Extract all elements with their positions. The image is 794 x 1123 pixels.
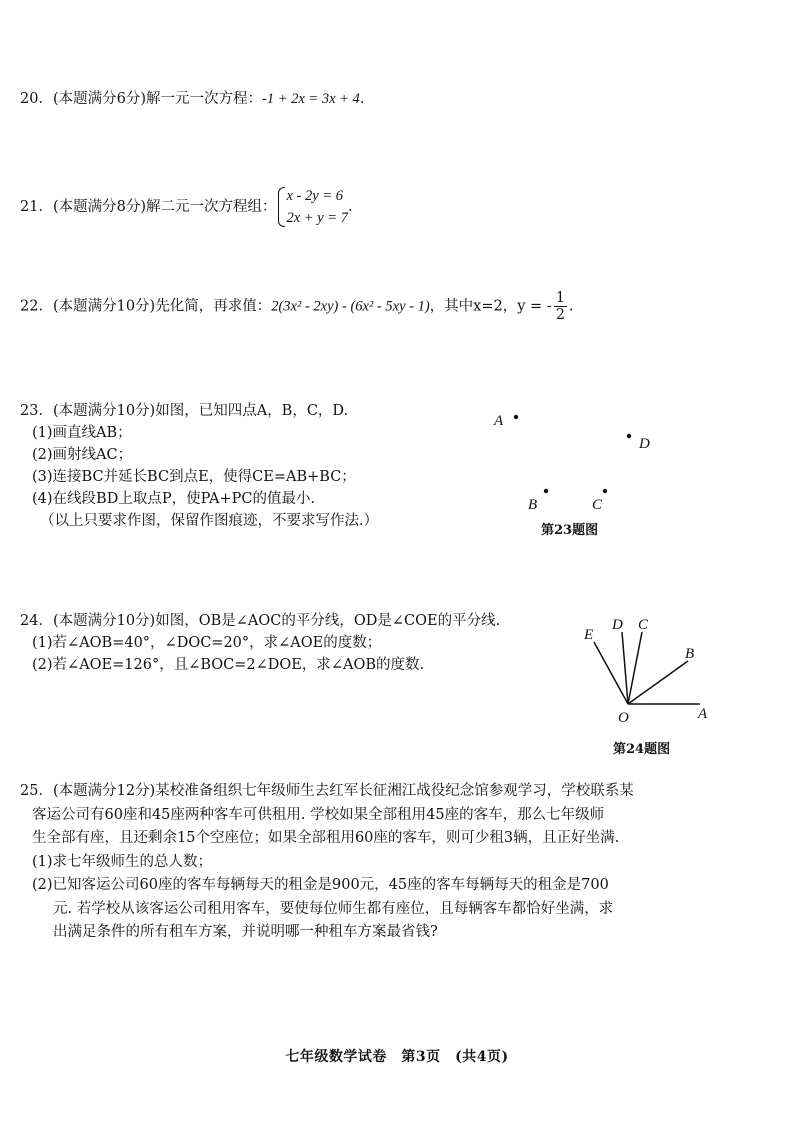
q21-eq1: x - 2y = 6 <box>286 188 343 204</box>
figure-24-caption: 第24题图 <box>613 742 671 757</box>
q25-line-4: (1)求七年级师生的总人数； <box>32 853 213 870</box>
q22-head: 22．(本题满分10分)先化简，再求值： <box>20 298 272 315</box>
fraction-denominator: 2 <box>555 307 565 323</box>
q21-eq2: 2x + y = 7 <box>286 210 348 226</box>
point-d <box>627 434 631 438</box>
q23-item-2: (2)画射线AC； <box>32 447 133 463</box>
q25-line-1: 25．(本题满分12分)某校准备组织七年级师生去红军长征湘江战役纪念馆参观学习，学校联系某 <box>20 783 634 799</box>
figure-24 <box>578 612 728 731</box>
q25-line-7: 出满足条件的所有租车方案，并说明哪一种租车方案最省钱? <box>53 924 438 940</box>
question-21 <box>20 185 353 229</box>
q25-line-6: 元. 若学校从该客运公司租用客车，要使每位师生都有座位，且每辆客车都恰好坐满，求 <box>53 900 614 917</box>
point-b <box>544 489 548 493</box>
q24-item-1: (1)若∠AOB=40°，∠DOC=20°，求∠AOE的度数； <box>32 635 382 651</box>
page-footer: 七年级数学试卷 第3页 (共4页) <box>285 1049 509 1065</box>
label-e: E <box>584 627 594 643</box>
label-b: B <box>528 497 538 512</box>
label-a: A <box>494 413 504 429</box>
question-25 <box>20 780 634 945</box>
figure-23-caption: 第23题图 <box>541 523 599 538</box>
q21-head: 21．(本题满分8分)解二元一次方程组： <box>20 199 277 215</box>
q22-condition: ，其中x=2，y = - <box>429 298 552 315</box>
q25-line-3: 生全部有座，且还剩余15个空座位；如果全部租用60座的客车，则可少租3辆，且正好坐满. <box>32 830 620 846</box>
ray-ob <box>628 661 688 704</box>
q20-head: 20．(本题满分6分)解一元一次方程： <box>20 91 262 107</box>
q22-expression: 2(3x² - 2xy) - (6x² - 5xy - 1) <box>271 298 430 315</box>
q25-line-5: (2)已知客运公司60座的客车每辆每天的租金是900元，45座的客车每辆每天的租金是700 <box>32 877 609 893</box>
label-b: B <box>685 646 695 662</box>
question-24 <box>20 610 500 676</box>
label-a: A <box>698 706 708 722</box>
label-c: C <box>638 617 649 633</box>
q24-item-2: (2)若∠AOE=126°，且∠BOC=2∠DOE，求∠AOB的度数. <box>32 657 425 673</box>
label-d: D <box>639 436 650 452</box>
point-a <box>514 415 518 419</box>
label-o: O <box>618 710 629 726</box>
fraction-numerator: 1 <box>555 290 565 306</box>
question-20 <box>20 88 364 110</box>
q23-item-1: (1)画直线AB； <box>32 425 132 441</box>
question-22 <box>20 290 574 323</box>
q24-head: 24．(本题满分10分)如图，OB是∠AOC的平分线，OD是∠COE的平分线. <box>20 613 501 629</box>
ray-oc <box>628 632 642 704</box>
question-23 <box>20 400 378 532</box>
q23-head: 23．(本题满分10分)如图，已知四点A，B，C，D. <box>20 403 349 419</box>
fraction <box>554 290 567 323</box>
q21-end: . <box>347 199 353 215</box>
q22-end: . <box>568 298 574 315</box>
point-c <box>603 489 607 493</box>
q25-line-2: 客运公司有60座和45座两种客车可供租用. 学校如果全部租用45座的客车，那么七年级师 <box>32 806 605 823</box>
q20-end: . <box>359 91 365 107</box>
figure-23 <box>488 402 668 516</box>
q23-note: （以上只要求作图，保留作图痕迹，不要求写作法.） <box>40 513 379 529</box>
q23-item-4: (4)在线段BD上取点P，使PA+PC的值最小. <box>32 491 316 507</box>
label-d: D <box>612 617 623 633</box>
q23-item-3: (3)连接BC并延长BC到点E，使得CE=AB+BC； <box>32 469 356 485</box>
label-c: C <box>592 497 603 512</box>
equation-system <box>277 185 348 229</box>
q20-equation: -1 + 2x = 3x + 4 <box>262 91 360 107</box>
